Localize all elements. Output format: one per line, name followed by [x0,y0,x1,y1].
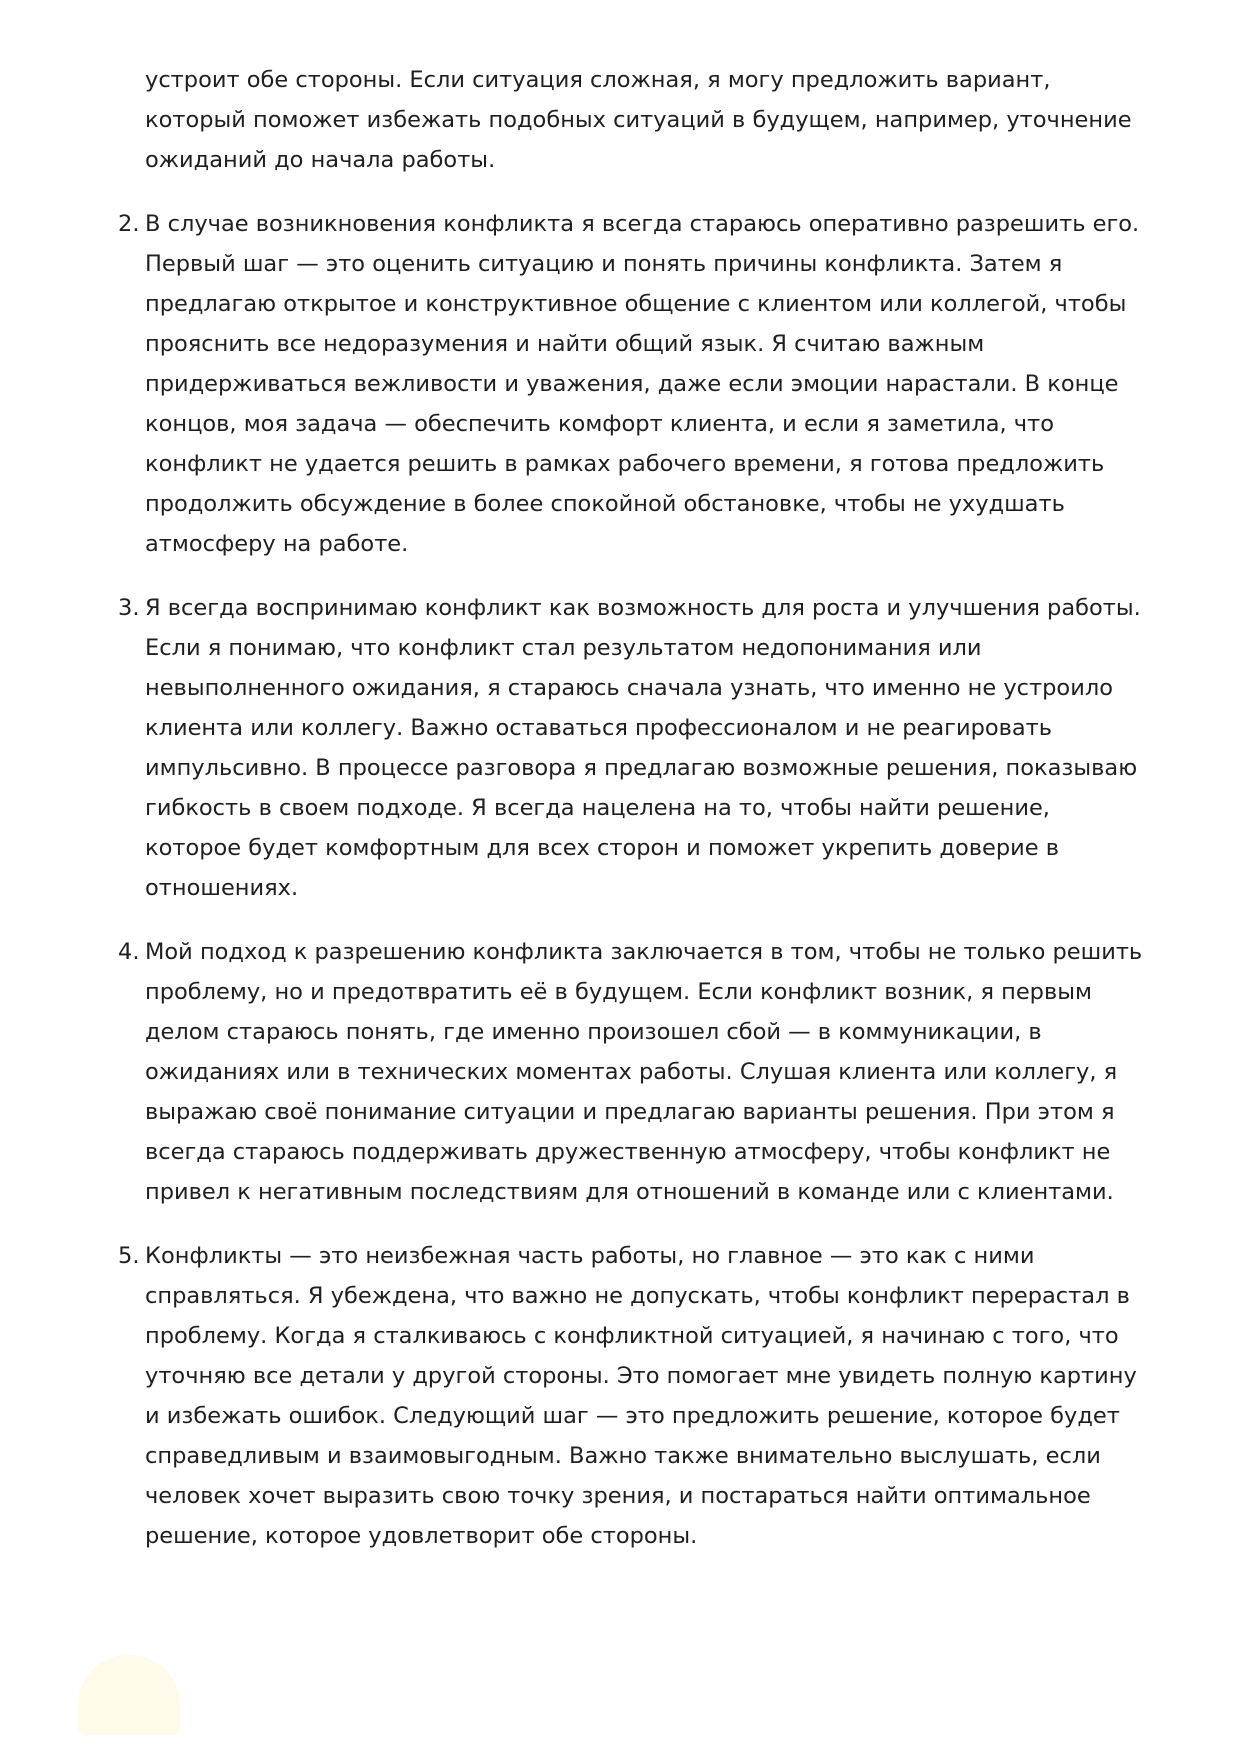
list-item-number: 5. [118,1243,140,1269]
list-item-text: Я всегда воспринимаю конфликт как возможность для роста и улучшения работы. Если я понимаю, что конфликт стал результатом недопонимания или невыполненного ожидания, я стараюсь сначала узнать, что именно не устроило клиента или коллегу. Важно оставаться профессионалом и не реагировать импульсивно. В процессе разговора я предлагаю возможные решения, показываю гибкость в своем подходе. Я всегда нацелена на то, чтобы найти решение, которое будет комфортным для всех сторон и поможет укрепить доверие в отношениях. [145,595,1141,901]
list-item-text: В случае возникновения конфликта я всегда стараюсь оперативно разрешить его. Первый шаг — это оценить ситуацию и понять причины конфликта. Затем я предлагаю открытое и конструктивное общение с клиентом или коллегой, чтобы прояснить все недоразумения и найти общий язык. Я считаю важным придерживаться вежливости и уважения, даже если эмоции нарастали. В конце концов, моя задача — обеспечить комфорт клиента, и если я заметила, что конфликт не удается решить в рамках рабочего времени, я готова предложить продолжить обсуждение в более спокойной обстановке, чтобы не ухудшать атмосферу на работе. [145,211,1140,557]
decorative-blob [78,1655,180,1735]
list-item-4 [118,932,1150,1212]
list-item-text: Конфликты — это неизбежная часть работы, но главное — это как с ними справляться. Я убеждена, что важно не допускать, чтобы конфликт перерастал в проблему. Когда я сталкиваюсь с конфликтной ситуацией, я начинаю с того, что уточняю все детали у другой стороны. Это помогает мне увидеть полную картину и избежать ошибок. Следующий шаг — это предложить решение, которое будет справедливым и взаимовыгодным. Важно также внимательно выслушать, если человек хочет выразить свою точку зрения, и постараться найти оптимальное решение, которое удовлетворит обе стороны. [145,1243,1137,1549]
continued-paragraph [145,60,1150,180]
list-item-number: 3. [118,595,140,621]
list-item-5 [118,1236,1150,1556]
list-item-3 [118,588,1150,908]
list-item-number: 4. [118,939,140,965]
list-item-number: 2. [118,211,140,237]
continued-paragraph-text: устроит обе стороны. Если ситуация сложная, я могу предложить вариант, который поможет избежать подобных ситуаций в будущем, например, уточнение ожиданий до начала работы. [145,67,1132,173]
list-item-2 [118,204,1150,564]
document-body [118,60,1150,1580]
list-item-text: Мой подход к разрешению конфликта заключается в том, чтобы не только решить проблему, но и предотвратить её в будущем. Если конфликт возник, я первым делом стараюсь понять, где именно произошел сбой — в коммуникации, в ожиданиях или в технических моментах работы. Слушая клиента или коллегу, я выражаю своё понимание ситуации и предлагаю варианты решения. При этом я всегда стараюсь поддерживать дружественную атмосферу, чтобы конфликт не привел к негативным последствиям для отношений в команде или с клиентами. [145,939,1143,1205]
